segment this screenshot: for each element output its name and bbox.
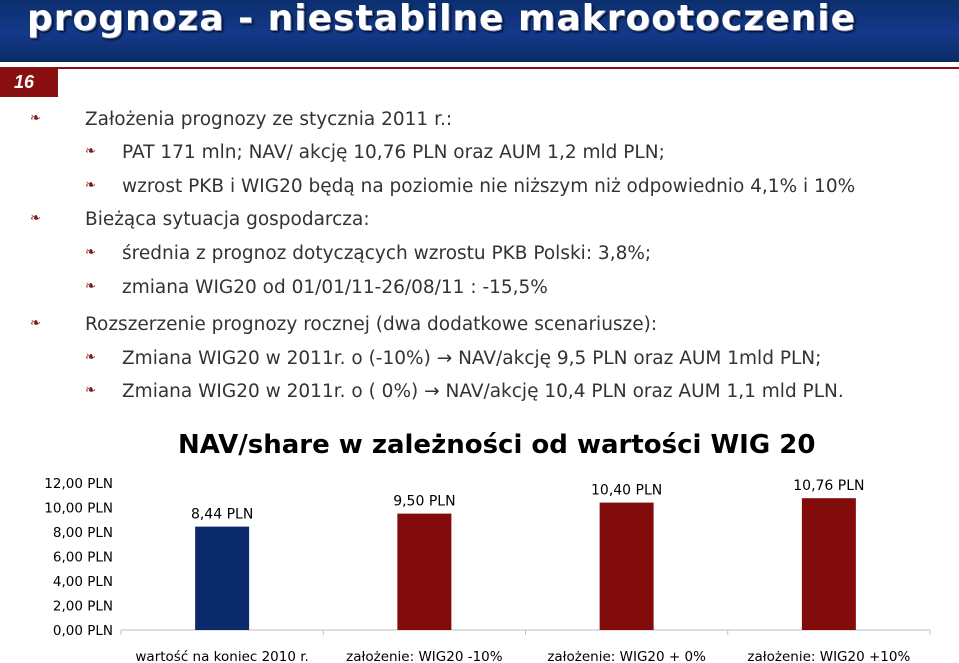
bullet-text: średnia z prognoz dotyczących wzrostu PKB Polski: 3,8%; <box>122 243 652 264</box>
bar <box>195 527 249 630</box>
scroll-ornament-icon: ❧ <box>85 245 96 260</box>
slide-title: prognoza - niestabilne makrootoczenie <box>27 0 856 39</box>
chart-title: NAV/share w zależności od wartości WIG 20 <box>178 430 816 460</box>
bullet-text: Zmiana WIG20 w 2011r. o ( 0%) → NAV/akcję 10,4 PLN oraz AUM 1,1 mld PLN. <box>122 381 844 402</box>
scroll-ornament-icon: ❧ <box>85 279 96 294</box>
bullet-text: Założenia prognozy ze stycznia 2011 r.: <box>85 109 453 130</box>
bullet-text: wzrost PKB i WIG20 będą na poziomie nie niższym niż odpowiednio 4,1% i 10% <box>122 176 856 197</box>
scroll-ornament-icon: ❧ <box>30 111 41 126</box>
bullet-text: zmiana WIG20 od 01/01/11-26/08/11 : -15,5% <box>122 277 548 298</box>
data-label: 9,50 PLN <box>393 493 456 510</box>
y-tick-label: 10,00 PLN <box>44 500 113 517</box>
data-label: 10,76 PLN <box>793 478 865 495</box>
bullet-text: Zmiana WIG20 w 2011r. o (-10%) → NAV/akcję 9,5 PLN oraz AUM 1mld PLN; <box>122 348 822 369</box>
y-tick-label: 0,00 PLN <box>52 623 113 639</box>
bar <box>600 503 654 630</box>
y-tick-label: 6,00 PLN <box>52 549 113 566</box>
data-label: 10,40 PLN <box>591 482 663 499</box>
y-tick-label: 2,00 PLN <box>52 598 113 615</box>
x-category-label: założenie: WIG20 +10% <box>747 649 911 663</box>
y-tick-label: 8,00 PLN <box>52 525 113 541</box>
scroll-ornament-icon: ❧ <box>85 383 96 398</box>
bar <box>802 498 856 630</box>
bar <box>397 514 451 630</box>
scroll-ornament-icon: ❧ <box>30 211 41 226</box>
y-tick-label: 4,00 PLN <box>52 574 113 590</box>
scroll-ornament-icon: ❧ <box>85 178 96 193</box>
y-tick-label: 12,00 PLN <box>44 476 113 492</box>
x-category-label: założenie: WIG20 -10% <box>346 649 503 663</box>
bullet-text: Rozszerzenie prognozy rocznej (dwa dodatkowe scenariusze): <box>85 314 658 335</box>
slide-number: 16 <box>0 67 58 97</box>
scroll-ornament-icon: ❧ <box>85 144 96 159</box>
scroll-ornament-icon: ❧ <box>85 350 96 365</box>
x-category-label: wartość na koniec 2010 r. <box>135 649 309 663</box>
bullet-text: PAT 171 mln; NAV/ akcję 10,76 PLN oraz AUM 1,2 mld PLN; <box>122 142 665 163</box>
data-label: 8,44 PLN <box>190 506 254 523</box>
bullet-text: Bieżąca sytuacja gospodarcza: <box>85 209 370 230</box>
x-category-label: założenie: WIG20 + 0% <box>547 649 706 663</box>
scroll-ornament-icon: ❧ <box>30 316 41 331</box>
